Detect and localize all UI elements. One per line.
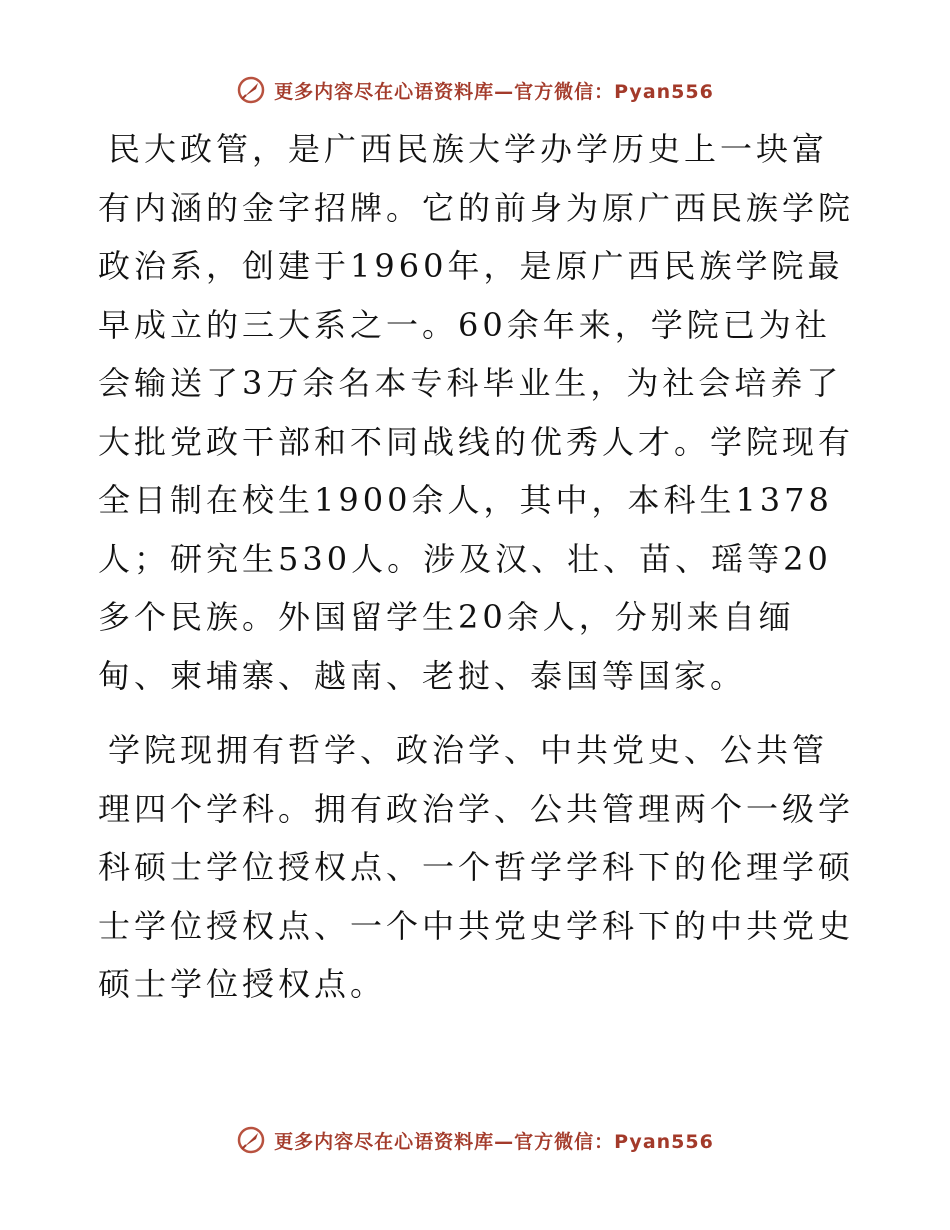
header-banner-text: 更多内容尽在心语资料库—官方微信：Pyan556 bbox=[274, 80, 714, 103]
header-banner bbox=[0, 70, 950, 110]
quill-logo-icon bbox=[236, 75, 266, 105]
paragraph-2: 学院现拥有哲学、政治学、中共党史、公共管理四个学科。拥有政治学、公共管理两个一级学科硕士学位授权点、一个哲学学科下的伦理学硕士学位授权点、一个中共党史学科下的中共党史硕士学位授权点。 bbox=[98, 731, 855, 1003]
footer-banner bbox=[0, 1120, 950, 1160]
document-body bbox=[98, 120, 858, 1030]
quill-logo-icon bbox=[236, 1125, 266, 1155]
paragraph-1: 民大政管，是广西民族大学办学历史上一块富有内涵的金字招牌。它的前身为原广西民族学院政治系，创建于1960年，是原广西民族学院最早成立的三大系之一。60余年来，学院已为社会输送了3万余名本专科毕业生，为社会培养了大批党政干部和不同战线的优秀人才。学院现有全日制在校生1900余人，其中，本科生1378人；研究生530人。涉及汉、壮、苗、瑶等20多个民族。外国留学生20余人，分别来自缅甸、柬埔寨、越南、老挝、泰国等国家。 bbox=[98, 130, 855, 695]
footer-banner-text: 更多内容尽在心语资料库—官方微信：Pyan556 bbox=[274, 1130, 714, 1153]
